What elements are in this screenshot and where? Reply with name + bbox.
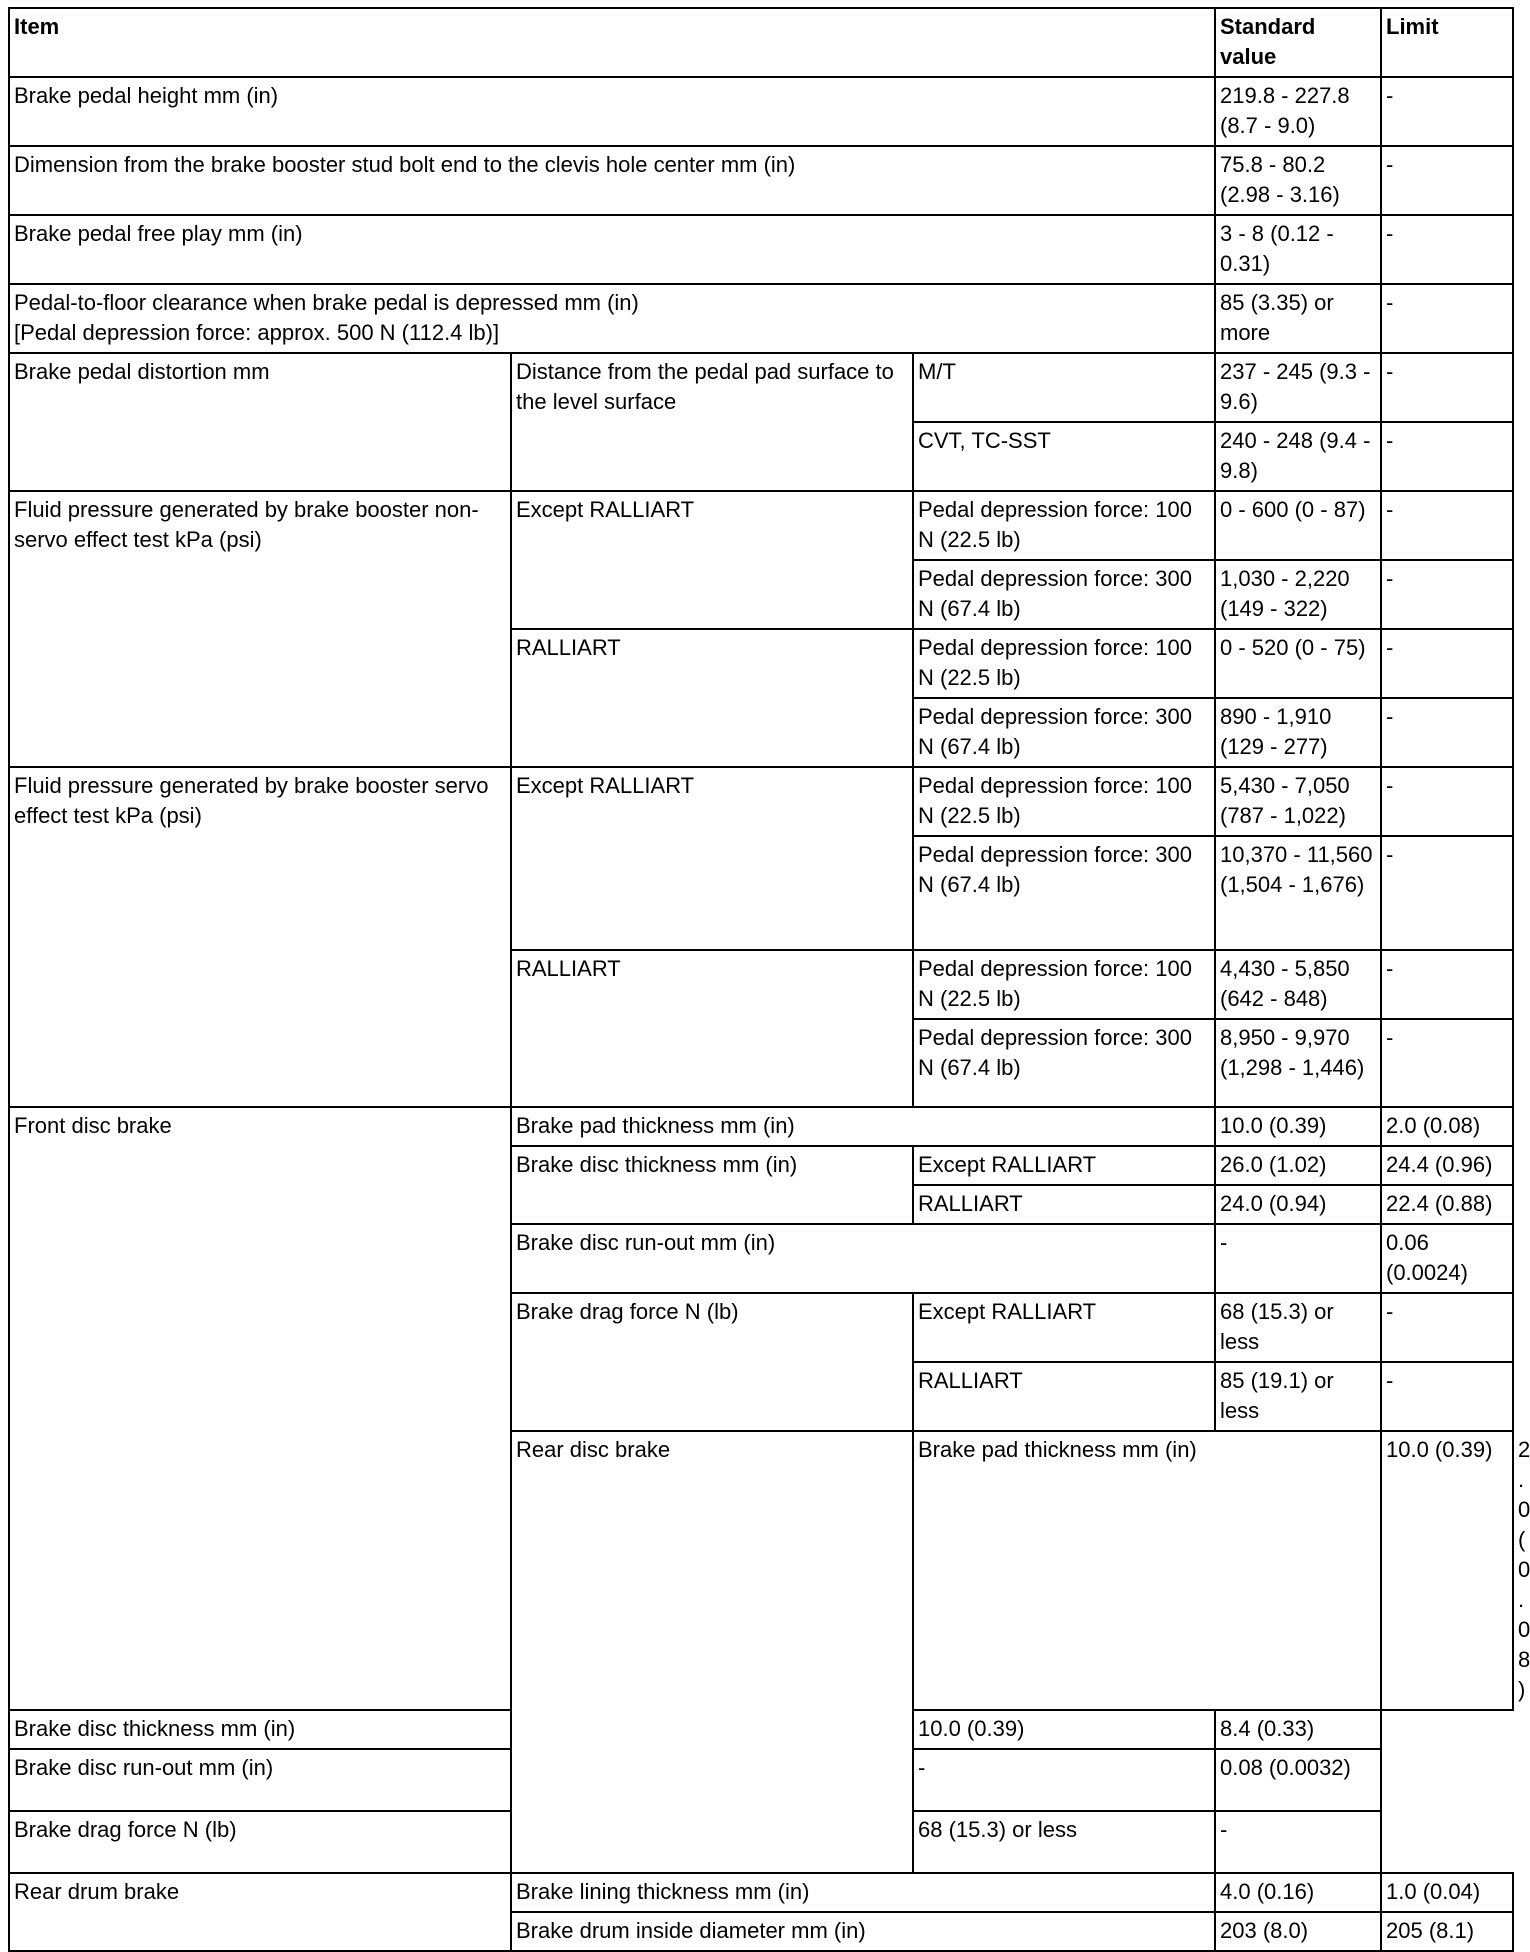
sub-item-cell: Brake disc thickness mm (in) [9, 1710, 913, 1749]
limit-cell: - [1381, 1362, 1513, 1431]
table-row [9, 1710, 1513, 1749]
condition-cell: Pedal depression force: 100 N (22.5 lb) [913, 950, 1215, 1019]
sub-item-cell: Except RALLIART [511, 767, 913, 950]
header-limit: Limit [1381, 8, 1513, 77]
standard-value-cell: 10.0 (0.39) [1215, 1107, 1381, 1146]
item-cell: Rear disc brake [511, 1431, 913, 1873]
condition-cell: Except RALLIART [913, 1293, 1215, 1362]
sub-item-cell: Except RALLIART [511, 491, 913, 629]
sub-item-cell: Distance from the pedal pad surface to the level surface [511, 353, 913, 491]
limit-cell: - [1381, 1293, 1513, 1362]
limit-cell: 0.08 (0.0032) [1215, 1749, 1381, 1811]
header-item: Item [9, 8, 1215, 77]
table-row [9, 767, 1513, 836]
table-row [9, 215, 1513, 284]
limit-cell: 8.4 (0.33) [1215, 1710, 1381, 1749]
condition-cell: Pedal depression force: 300 N (67.4 lb) [913, 560, 1215, 629]
limit-cell: - [1381, 491, 1513, 560]
limit-cell: 0.06 (0.0024) [1381, 1224, 1513, 1293]
standard-value-cell: 85 (3.35) or more [1215, 284, 1381, 353]
standard-value-cell: 24.0 (0.94) [1215, 1185, 1381, 1224]
standard-value-cell: 219.8 - 227.8 (8.7 - 9.0) [1215, 77, 1381, 146]
item-cell: Dimension from the brake booster stud bolt end to the clevis hole center mm (in) [9, 146, 1215, 215]
item-cell: Brake pedal distortion mm [9, 353, 511, 491]
standard-value-cell: 890 - 1,910 (129 - 277) [1215, 698, 1381, 767]
item-cell: Front disc brake [9, 1107, 511, 1710]
standard-value-cell: 4.0 (0.16) [1215, 1873, 1381, 1912]
condition-cell: Pedal depression force: 300 N (67.4 lb) [913, 698, 1215, 767]
standard-value-cell: - [913, 1749, 1215, 1811]
condition-cell: RALLIART [913, 1185, 1215, 1224]
standard-value-cell: 75.8 - 80.2 (2.98 - 3.16) [1215, 146, 1381, 215]
standard-value-cell: 203 (8.0) [1215, 1912, 1381, 1951]
item-cell: Brake pedal free play mm (in) [9, 215, 1215, 284]
standard-value-cell: 68 (15.3) or less [913, 1811, 1215, 1873]
standard-value-cell: 85 (19.1) or less [1215, 1362, 1381, 1431]
condition-cell: RALLIART [913, 1362, 1215, 1431]
standard-value-cell: 0 - 520 (0 - 75) [1215, 629, 1381, 698]
limit-cell: - [1381, 950, 1513, 1019]
table-row [9, 1749, 1513, 1811]
header-standard-value: Standard value [1215, 8, 1381, 77]
limit-cell: - [1381, 560, 1513, 629]
specification-table [8, 7, 1530, 1952]
sub-item-cell: Brake disc thickness mm (in) [511, 1146, 913, 1224]
limit-cell: 205 (8.1) [1381, 1912, 1513, 1951]
item-cell: Brake pedal height mm (in) [9, 77, 1215, 146]
item-line: Pedal-to-floor clearance when brake pedal is depressed mm (in) [14, 290, 639, 315]
standard-value-cell: 10.0 (0.39) [1381, 1431, 1513, 1710]
limit-cell: 2.0 (0.08) [1381, 1107, 1513, 1146]
standard-value-cell: 10.0 (0.39) [913, 1710, 1215, 1749]
limit-cell: 22.4 (0.88) [1381, 1185, 1513, 1224]
table-row: Rear disc brake Brake pad thickness mm (in) 10.0 (0.39) 2.0 (0.08) [9, 1431, 1513, 1710]
condition-cell: M/T [913, 353, 1215, 422]
limit-cell: 1.0 (0.04) [1381, 1873, 1513, 1912]
condition-cell: Pedal depression force: 100 N (22.5 lb) [913, 629, 1215, 698]
table-row [9, 146, 1513, 215]
header-row [9, 8, 1513, 77]
limit-cell: - [1381, 215, 1513, 284]
standard-value-cell: 3 - 8 (0.12 - 0.31) [1215, 215, 1381, 284]
standard-value-cell: 237 - 245 (9.3 - 9.6) [1215, 353, 1381, 422]
standard-value-cell: 0 - 600 (0 - 87) [1215, 491, 1381, 560]
item-line: [Pedal depression force: approx. 500 N (112.4 lb)] [14, 320, 500, 345]
limit-cell: - [1381, 77, 1513, 146]
sub-item-cell: RALLIART [511, 629, 913, 767]
limit-cell: - [1381, 767, 1513, 836]
limit-cell: - [1381, 698, 1513, 767]
table-row [9, 77, 1513, 146]
standard-value-cell: 1,030 - 2,220 (149 - 322) [1215, 560, 1381, 629]
limit-cell: - [1381, 353, 1513, 422]
standard-value-cell: 8,950 - 9,970 (1,298 - 1,446) [1215, 1019, 1381, 1107]
item-cell: Fluid pressure generated by brake booster servo effect test kPa (psi) [9, 767, 511, 1107]
standard-value-cell: 26.0 (1.02) [1215, 1146, 1381, 1185]
standard-value-cell: 10,370 - 11,560 (1,504 - 1,676) [1215, 836, 1381, 950]
sub-item-cell: Brake lining thickness mm (in) [511, 1873, 1215, 1912]
item-cell: Fluid pressure generated by brake booster non-servo effect test kPa (psi) [9, 491, 511, 767]
condition-cell: Pedal depression force: 300 N (67.4 lb) [913, 836, 1215, 950]
limit-cell: - [1381, 284, 1513, 353]
limit-cell: - [1381, 836, 1513, 950]
condition-cell: Pedal depression force: 300 N (67.4 lb) [913, 1019, 1215, 1107]
sub-item-cell: Brake drag force N (lb) [511, 1293, 913, 1431]
condition-cell: Except RALLIART [913, 1146, 1215, 1185]
sub-item-cell: Brake disc run-out mm (in) [9, 1749, 913, 1811]
limit-cell: - [1215, 1811, 1381, 1873]
sub-item-cell: Brake pad thickness mm (in) [913, 1431, 1381, 1710]
sub-item-cell: Brake drag force N (lb) [9, 1811, 913, 1873]
table-row [9, 1107, 1513, 1146]
table-row [9, 1873, 1513, 1912]
limit-cell: - [1381, 146, 1513, 215]
condition-cell: Pedal depression force: 100 N (22.5 lb) [913, 491, 1215, 560]
limit-cell: - [1381, 629, 1513, 698]
item-cell [9, 284, 1215, 353]
standard-value-cell: 68 (15.3) or less [1215, 1293, 1381, 1362]
condition-cell: Pedal depression force: 100 N (22.5 lb) [913, 767, 1215, 836]
condition-cell: CVT, TC-SST [913, 422, 1215, 491]
limit-cell: 24.4 (0.96) [1381, 1146, 1513, 1185]
standard-value-cell: 4,430 - 5,850 (642 - 848) [1215, 950, 1381, 1019]
table-row [9, 1811, 1513, 1873]
sub-item-cell: RALLIART [511, 950, 913, 1107]
sub-item-cell: Brake disc run-out mm (in) [511, 1224, 1215, 1293]
limit-cell: - [1381, 422, 1513, 491]
standard-value-cell: 5,430 - 7,050 (787 - 1,022) [1215, 767, 1381, 836]
sub-item-cell: Brake pad thickness mm (in) [511, 1107, 1215, 1146]
sub-item-cell: Brake drum inside diameter mm (in) [511, 1912, 1215, 1951]
table-row [9, 284, 1513, 353]
table-row [9, 491, 1513, 560]
standard-value-cell: - [1215, 1224, 1381, 1293]
standard-value-cell: 240 - 248 (9.4 - 9.8) [1215, 422, 1381, 491]
table-row [9, 353, 1513, 422]
limit-cell: - [1381, 1019, 1513, 1107]
item-cell: Rear drum brake [9, 1873, 511, 1951]
